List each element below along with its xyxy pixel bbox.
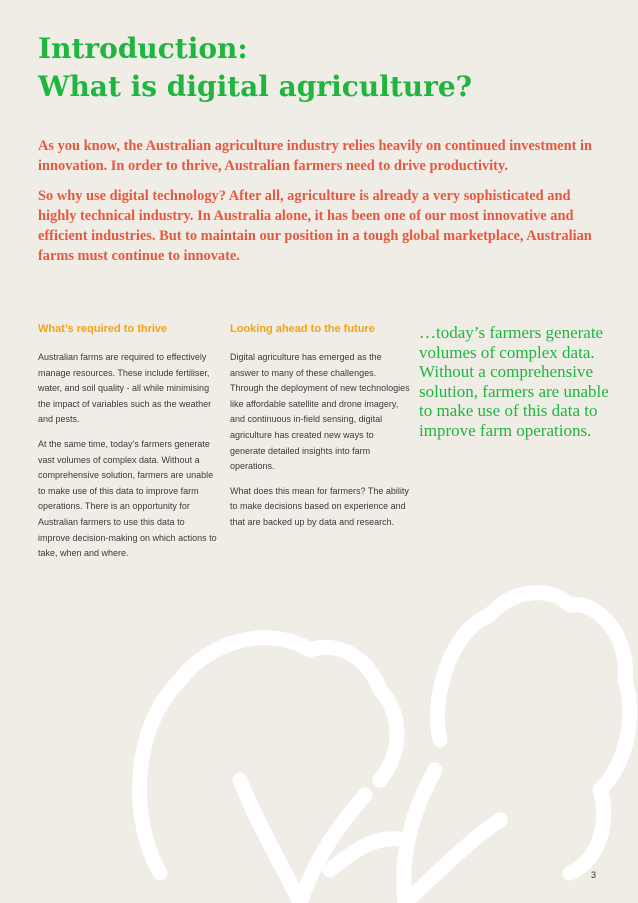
intro-section — [38, 136, 608, 276]
column-looking-ahead — [230, 322, 410, 540]
column-paragraph: At the same time, today’s farmers generate vast volumes of complex data. Without a comprehensive solution, farmers are unable to make use of this data to improve farm operations. There is an opportunity for Australian farmers to use this data to improve decision-making on which actions to take, when and where. — [38, 438, 217, 559]
column-paragraph: Australian farms are required to effectively manage resources. These include fertiliser, water, and soil quality - all while minimising the impact of variables such as the weather and pests. — [38, 352, 212, 425]
column-paragraph: What does this mean for farmers? The ability to make decisions based on experience and that are backed up by data and research. — [230, 485, 409, 527]
column-paragraph: Digital agriculture has emerged as the answer to many of these challenges. Through the deployment of new technologies like affordable satellite and drone imagery, and continuous in-field sensing, digital agriculture has created new ways to generate detailed insights into farm operations. — [230, 352, 410, 472]
cotton-plant-watermark-icon — [130, 570, 638, 903]
column-heading: Looking ahead to the future — [230, 323, 375, 335]
column-heading: What’s required to thrive — [38, 323, 168, 335]
pull-quote: …today’s farmers generate volumes of complex data. Without a comprehensive solution, farmers are unable to make use of this data to improve farm operations. — [419, 323, 609, 440]
title-line-2: What is digital agriculture? — [38, 70, 473, 103]
intro-paragraph: So why use digital technology? After all, agriculture is already a very sophisticated and highly technical industry. In Australia alone, it has been one of our most innovative and efficient industries. But to maintain our position in a tough global marketplace, Australian farms must continue to innovate. — [38, 188, 592, 264]
title-line-1: Introduction: — [38, 32, 248, 65]
column-whats-required — [38, 322, 218, 571]
intro-paragraph: As you know, the Australian agriculture industry relies heavily on continued investment in innovation. In order to thrive, Australian farmers need to drive productivity. — [38, 138, 592, 174]
page-title — [38, 30, 472, 106]
page-number: 3 — [591, 870, 597, 880]
